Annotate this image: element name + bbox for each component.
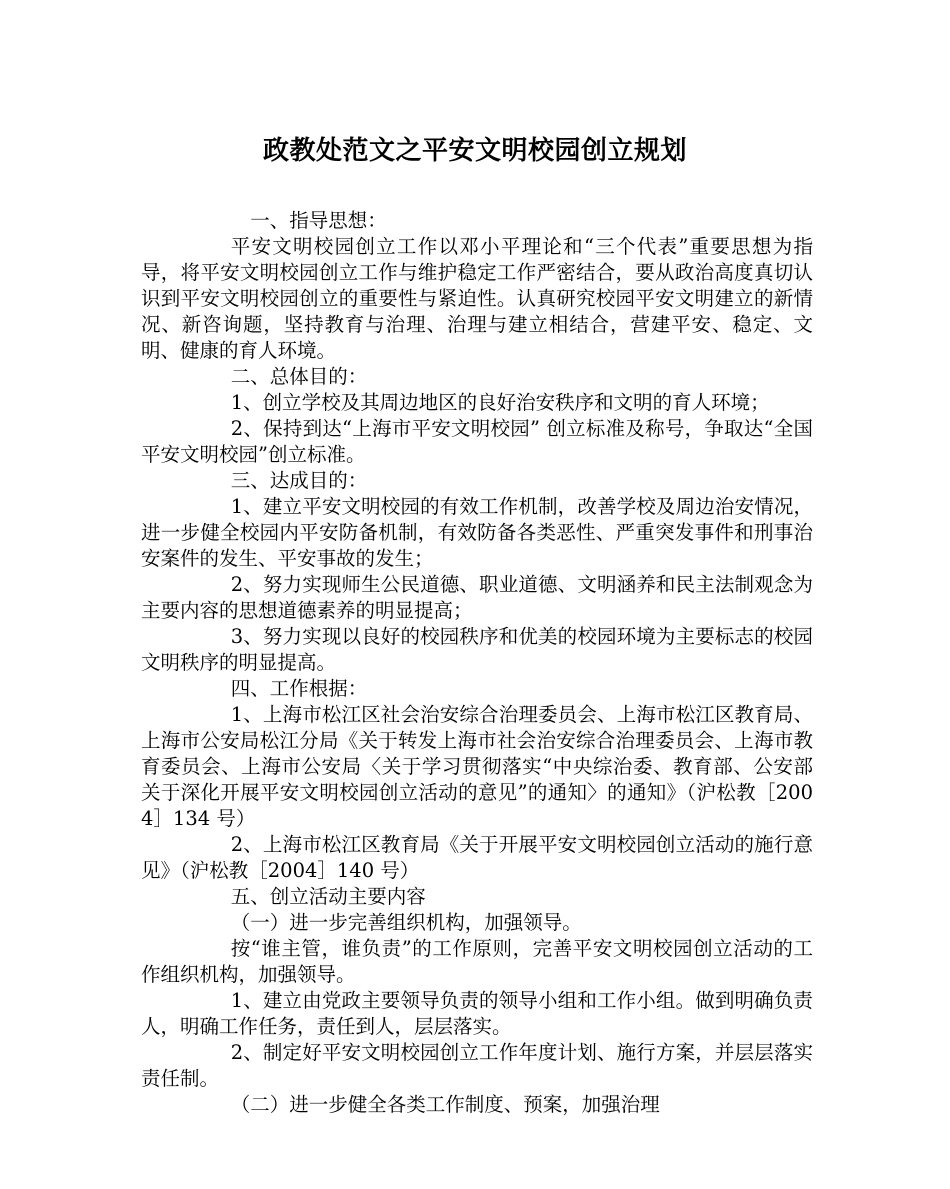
body-paragraph: 2、上海市松江区教育局《关于开展平安文明校园创立活动的施行意见》（沪松教［2004］140 号） bbox=[141, 833, 813, 882]
section-heading: 五、创立活动主要内容 bbox=[230, 885, 426, 908]
body-paragraph: 1、创立学校及其周边地区的良好治安秩序和文明的育人环境； bbox=[230, 391, 770, 414]
section-heading: 二、总体目的： bbox=[230, 365, 368, 388]
document-body bbox=[141, 208, 813, 1118]
body-paragraph: 按“谁主管，谁负责”的工作原则，完善平安文明校园创立活动的工作组织机构，加强领导。 bbox=[141, 937, 813, 986]
document-title: 政教处范文之平安文明校园创立规划 bbox=[262, 136, 687, 166]
section-heading: 三、达成目的： bbox=[230, 469, 368, 492]
section-heading: 一、指导思想： bbox=[250, 209, 387, 232]
section-heading: （一）进一步完善组织机构，加强领导。 bbox=[230, 911, 582, 934]
body-paragraph: 1、上海市松江区社会治安综合治理委员会、上海市松江区教育局、上海市公安局松江分局《关于转发上海市社会治安综合治理委员会、上海市教育委员会、上海市公安局〈关于学习贯彻落实“中央综治委、教育部、公安部关于深化开展平安文明校园创立活动的意见”的通知〉的通知》（沪松教［2004］134 号） bbox=[141, 703, 813, 830]
body-paragraph: 2、努力实现师生公民道德、职业道德、文明涵养和民主法制观念为主要内容的思想道德素养的明显提高； bbox=[141, 573, 813, 622]
section-heading: 四、工作根据： bbox=[230, 677, 368, 700]
body-paragraph: 2、保持到达“上海市平安文明校园” 创立标准及称号，争取达“全国平安文明校园”创立标准。 bbox=[141, 417, 813, 466]
body-paragraph: 3、努力实现以良好的校园秩序和优美的校园环境为主要标志的校园文明秩序的明显提高。 bbox=[141, 625, 813, 674]
section-heading: （二）进一步健全各类工作制度、预案，加强治理 bbox=[230, 1093, 660, 1116]
body-paragraph: 平安文明校园创立工作以邓小平理论和“三个代表”重要思想为指导，将平安文明校园创立工作与维护稳定工作严密结合，要从政治高度真切认识到平安文明校园创立的重要性与紧迫性。认真研究校园平安文明建立的新情况、新咨询题，坚持教育与治理、治理与建立相结合，营建平安、稳定、文明、健康的育人环境。 bbox=[141, 235, 813, 362]
body-paragraph: 1、建立由党政主要领导负责的领导小组和工作小组。做到明确负责人，明确工作任务，责任到人，层层落实。 bbox=[141, 989, 813, 1038]
body-paragraph: 2、制定好平安文明校园创立工作年度计划、施行方案，并层层落实责任制。 bbox=[141, 1041, 813, 1090]
body-paragraph: 1、建立平安文明校园的有效工作机制，改善学校及周边治安情况，进一步健全校园内平安防备机制，有效防备各类恶性、严重突发事件和刑事治安案件的发生、平安事故的发生； bbox=[141, 495, 813, 570]
